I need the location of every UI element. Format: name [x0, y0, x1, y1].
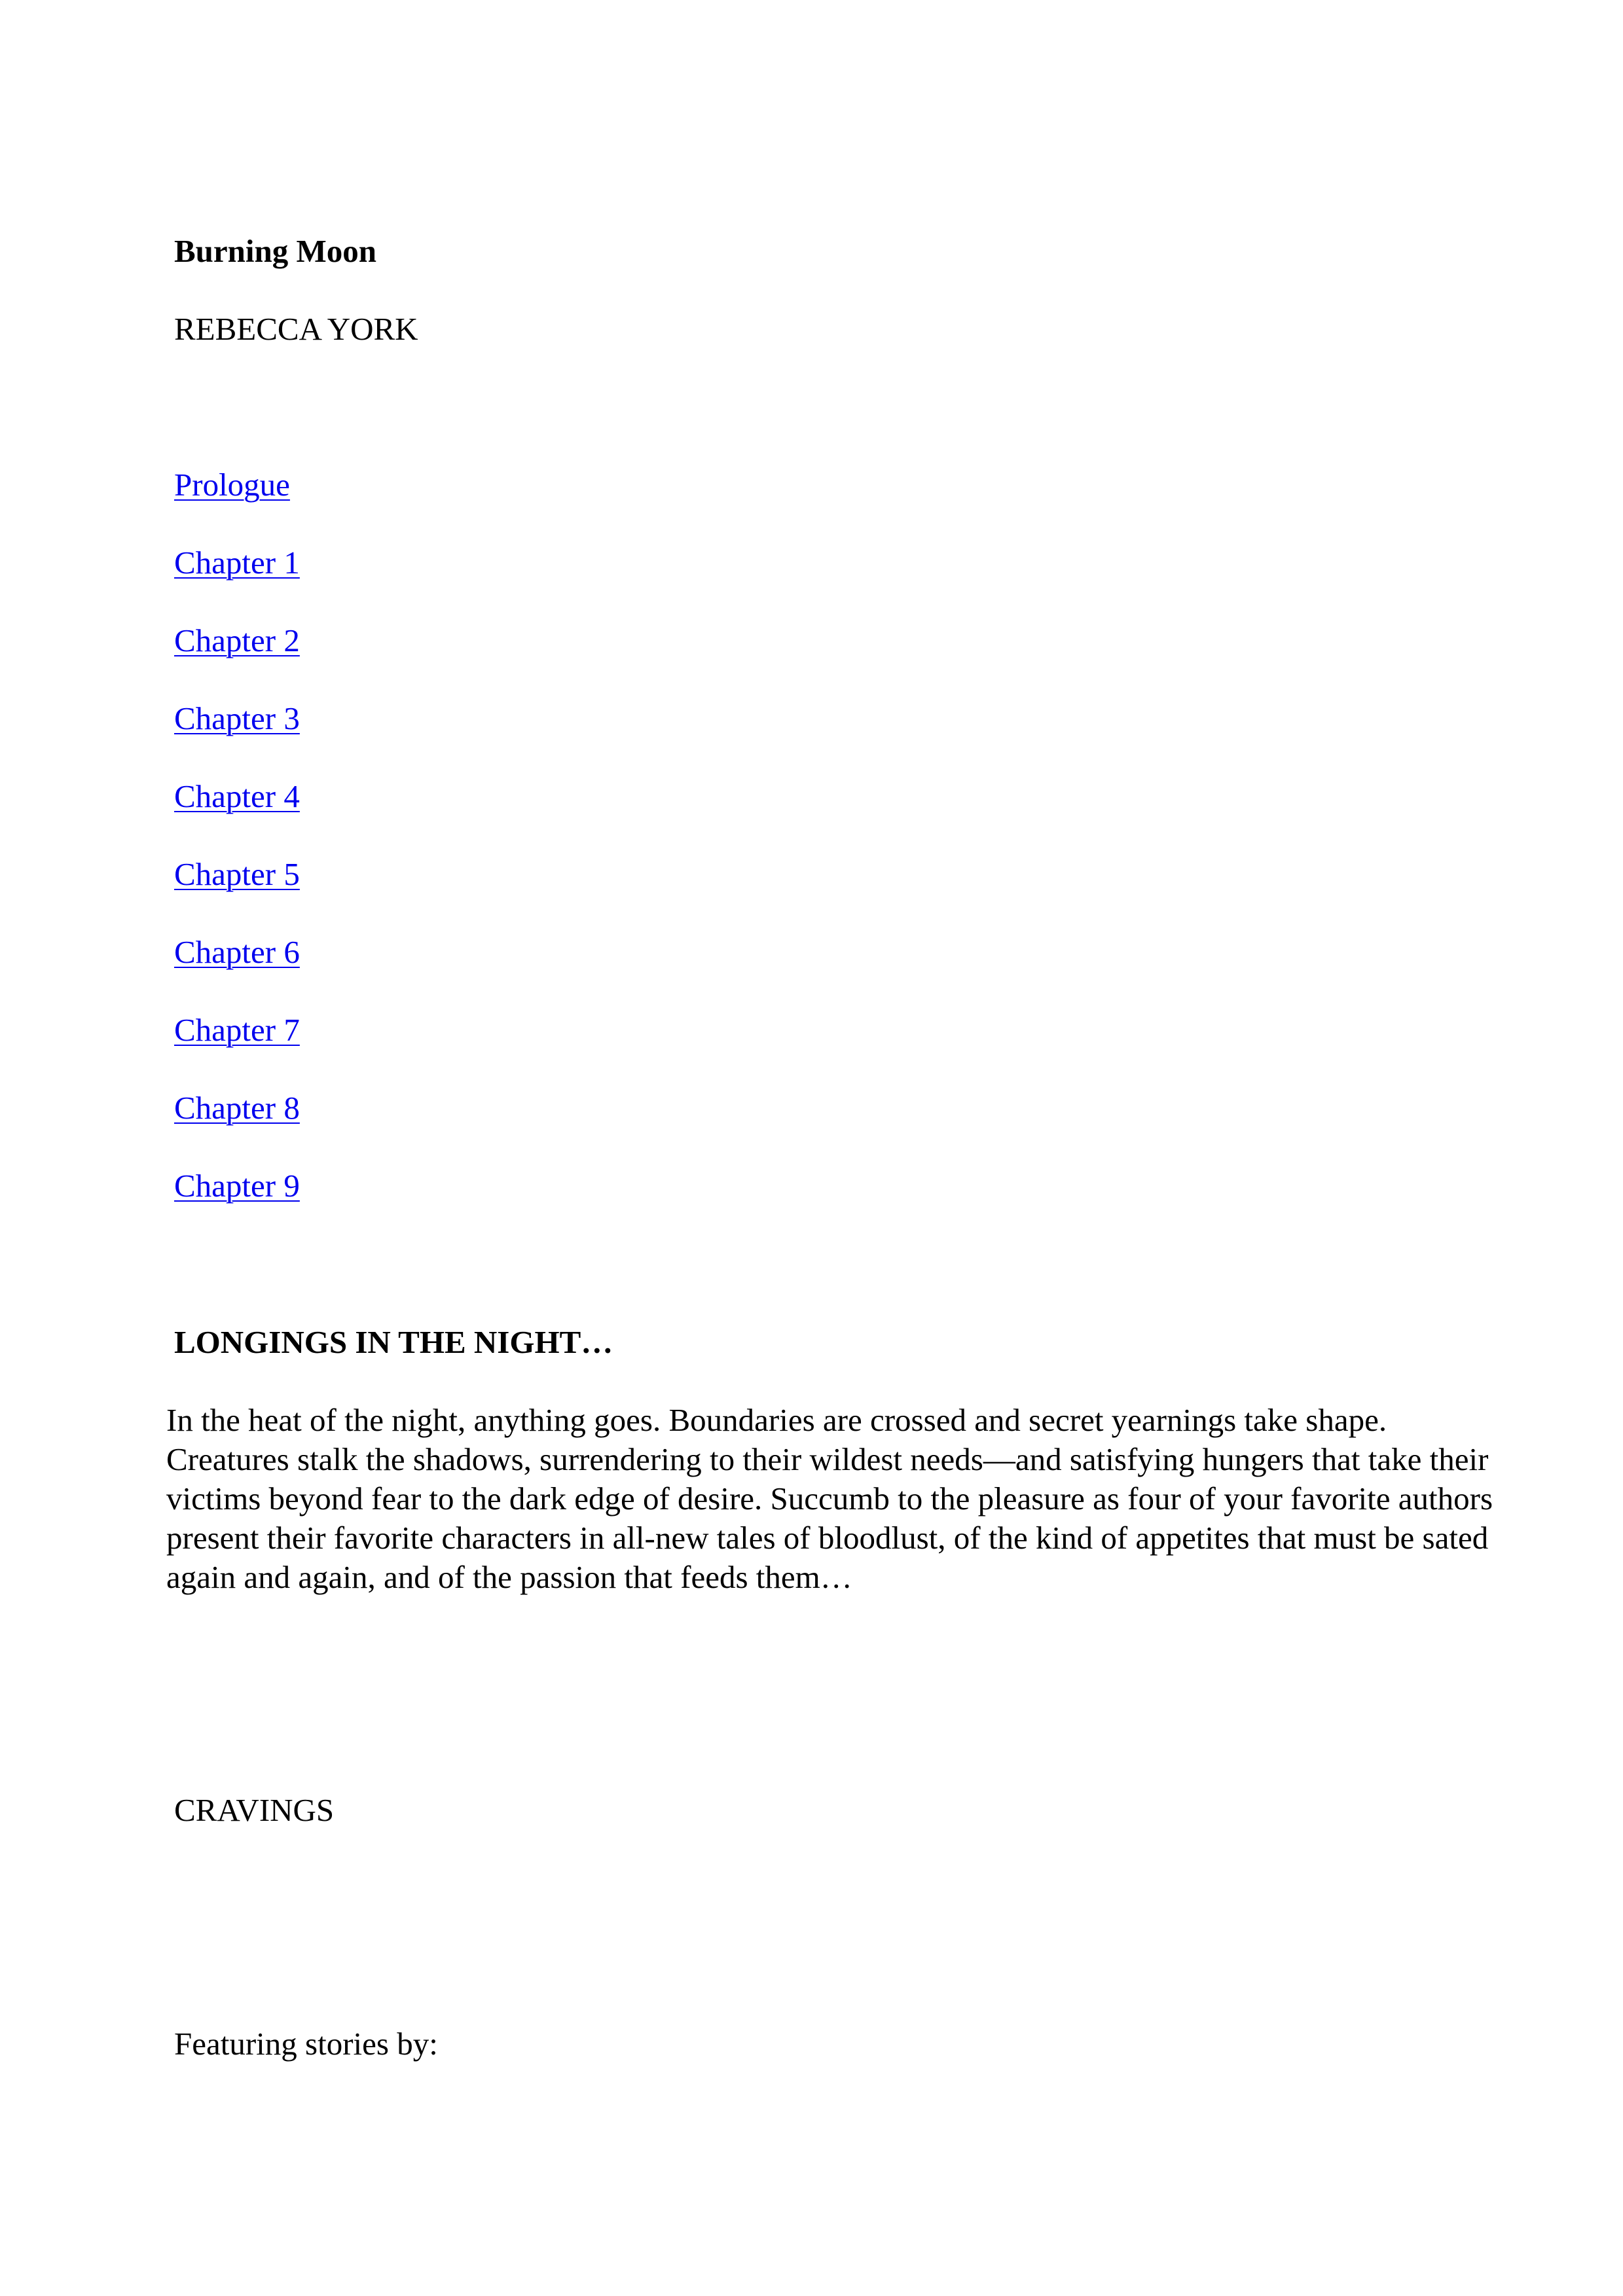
- blurb-line: present their favorite characters in all-new tales of bloodlust, of the kind of appetites that must be sated: [166, 1520, 1489, 1556]
- toc-link-chapter-7[interactable]: Chapter 7: [174, 1012, 300, 1048]
- toc-link-chapter-9[interactable]: Chapter 9: [174, 1168, 300, 1204]
- toc-link-chapter-3[interactable]: Chapter 3: [174, 700, 300, 736]
- toc-link-chapter-8[interactable]: Chapter 8: [174, 1090, 300, 1126]
- toc-link-chapter-4[interactable]: Chapter 4: [174, 778, 300, 814]
- toc-link-chapter-2[interactable]: Chapter 2: [174, 622, 300, 658]
- book-title: Burning Moon: [174, 233, 377, 269]
- anthology-title: CRAVINGS: [174, 1792, 335, 1828]
- toc-link-chapter-6[interactable]: Chapter 6: [174, 934, 300, 970]
- blurb-line: victims beyond fear to the dark edge of desire. Succumb to the pleasure as four of your favorite authors: [166, 1480, 1493, 1516]
- toc-link-chapter-1[interactable]: Chapter 1: [174, 545, 300, 581]
- blurb-paragraph: [166, 1401, 1493, 1597]
- blurb-line: In the heat of the night, anything goes. Boundaries are crossed and secret yearnings take shape.: [166, 1402, 1387, 1438]
- book-author: REBECCA YORK: [174, 311, 418, 347]
- featuring-label: Featuring stories by:: [174, 2026, 438, 2062]
- blurb-line: again and again, and of the passion that feeds them…: [166, 1559, 852, 1595]
- toc-link-chapter-5[interactable]: Chapter 5: [174, 856, 300, 892]
- toc-link-prologue[interactable]: Prologue: [174, 467, 290, 503]
- blurb-heading: LONGINGS IN THE NIGHT…: [174, 1324, 613, 1360]
- blurb-line: Creatures stalk the shadows, surrendering to their wildest needs—and satisfying hungers that take their: [166, 1441, 1489, 1477]
